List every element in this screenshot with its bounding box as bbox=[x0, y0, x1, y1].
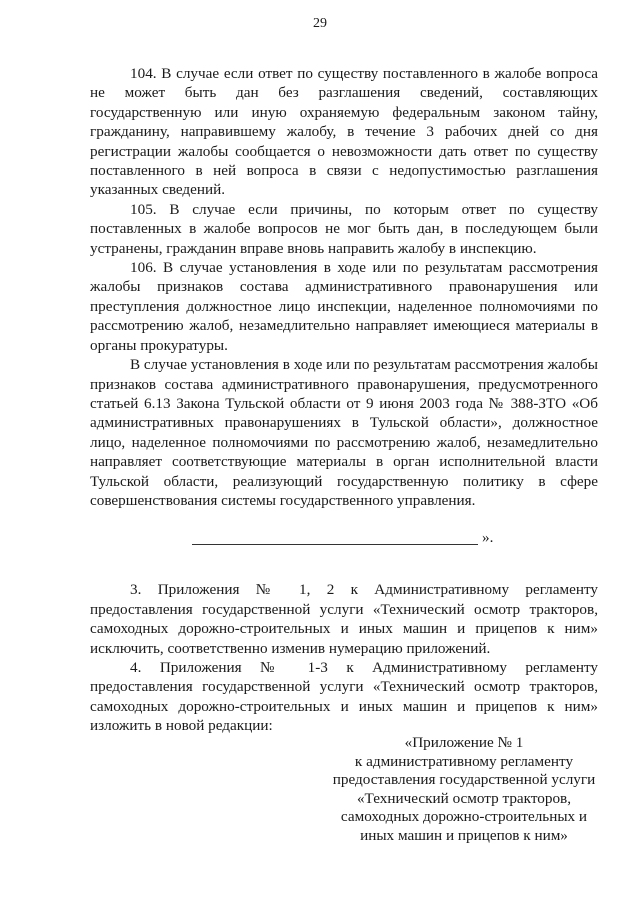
appendix-header bbox=[328, 734, 600, 846]
appendix-line: к административному регламенту bbox=[354, 752, 574, 770]
document-body bbox=[90, 64, 598, 736]
paragraph-item-3: 3. Приложения № 1, 2 к Административному регламенту предоставления государственной услуги «Технический осмотр тракторов, самоходных дорожно-строительных и иных машин и прицепов к ним» исключить, соответственно изменив нумерацию приложений. bbox=[90, 581, 598, 657]
paragraph-105: 105. В случае если причины, по которым ответ по существу поставленных в жалобе вопросов не мог быть дан, в последующем были устранены, гражданин вправе вновь направить жалобу в инспекцию. bbox=[90, 200, 598, 257]
appendix-line: иных машин и прицепов к ним» bbox=[360, 826, 568, 844]
section-separator bbox=[90, 520, 598, 558]
paragraph-106-continued: В случае установления в ходе или по результатам рассмотрения жалобы признаков состава административного правонарушения, предусмотренного статьей 6.13 Закона Тульской области от 9 июня 2003 года № 388-ЗТО «Об административных правонарушениях в Тульской области», должностное лицо, наделенное полномочиями по рассмотрению жалоб, незамедлительно направляет соответствующие материалы в орган исполнительной власти Тульской области, реализующий государственную политику в сфере совершенствования системы государственного управления. bbox=[90, 356, 598, 509]
paragraph-104: 104. В случае если ответ по существу поставленного в жалобе вопроса не может быть дан без разглашения сведений, составляющих государственную или иную охраняемую федеральным законом тайну, гражданину, направившему жалобу, в течение 3 рабочих дней со дня регистрации жалобы сообщается о невозможности дать ответ по существу поставленного в ней вопроса в связи с недопустимостью разглашения указанных сведений. bbox=[90, 65, 598, 199]
separator-closing-quote: ». bbox=[482, 529, 494, 547]
paragraph-item-4: 4. Приложения № 1-3 к Административному регламенту предоставления государственной услуги «Технический осмотр тракторов, самоходных дорожно-строительных и иных машин и прицепов к ним» изложить в новой редакции: bbox=[90, 658, 598, 735]
appendix-line: «Технический осмотр тракторов, bbox=[356, 789, 572, 807]
separator-line bbox=[192, 544, 478, 545]
appendix-line: предоставления государственной услуги bbox=[332, 771, 596, 789]
appendix-line: «Приложение № 1 bbox=[404, 734, 524, 751]
paragraph-106: 106. В случае установления в ходе или по результатам рассмотрения жалобы признаков состава административного правонарушения или преступления должностное лицо инспекции, наделенное полномочиями по рассмотрению жалоб, незамедлительно направляет имеющиеся материалы в органы прокуратуры. bbox=[90, 259, 598, 354]
page-number: 29 bbox=[313, 16, 327, 31]
appendix-line: самоходных дорожно-строительных и bbox=[340, 808, 588, 826]
